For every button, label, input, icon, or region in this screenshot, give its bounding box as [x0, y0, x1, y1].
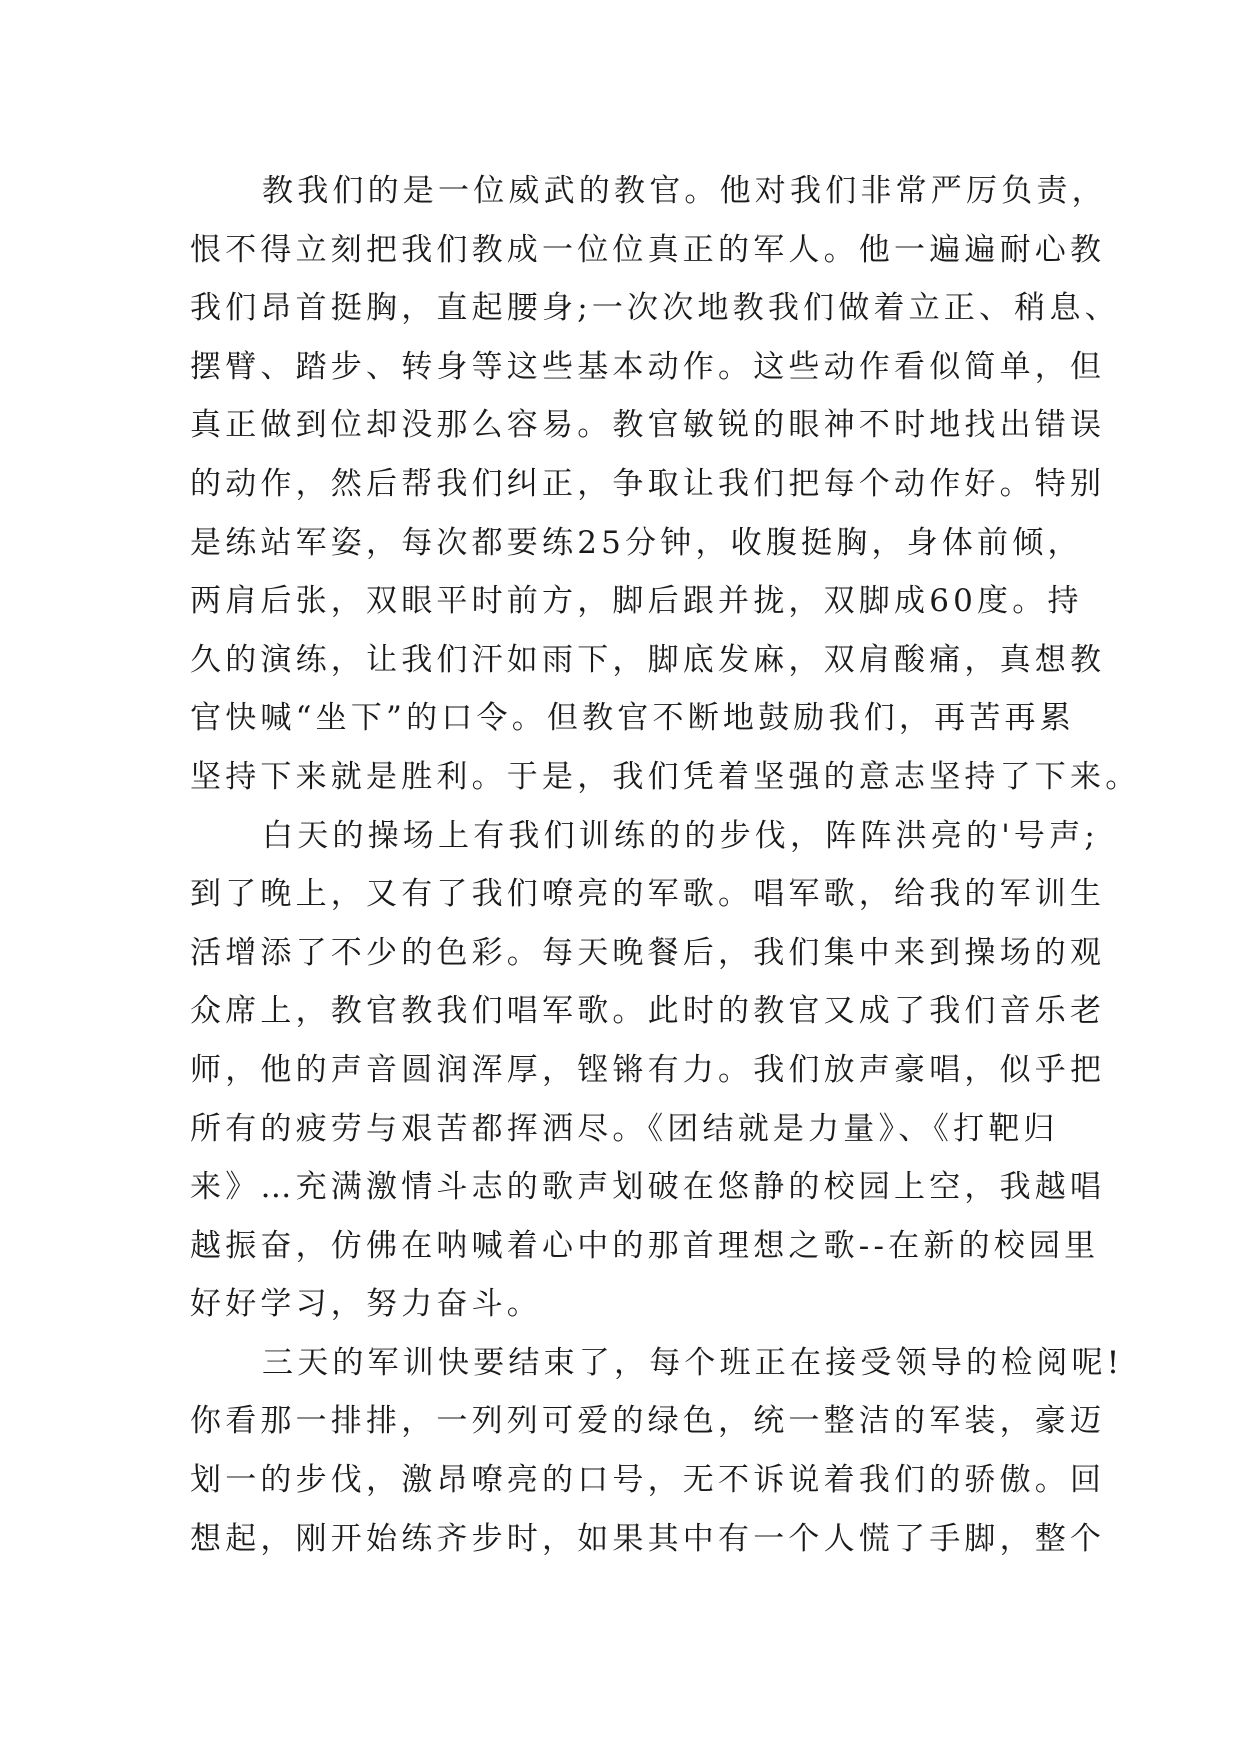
paragraph-2-start: 白天的操场上有我们训练的的步伐，阵阵洪亮的'号声;: [262, 817, 1099, 854]
text-line: 久的演练，让我们汗如雨下，脚底发麻，双肩酸痛，真想教: [190, 641, 1106, 678]
text-line: 来》…充满激情斗志的歌声划破在悠静的校园上空，我越唱: [190, 1169, 1106, 1206]
text-line: 官快喊“坐下”的口令。但教官不断地鼓励我们，再苦再累: [190, 700, 1075, 737]
text-line: 坚持下来就是胜利。于是，我们凭着坚强的意志坚持了下来。: [190, 758, 1141, 795]
text-line: 划一的步伐，激昂嘹亮的口号，无不诉说着我们的骄傲。回: [190, 1462, 1106, 1499]
text-line: 恨不得立刻把我们教成一位位真正的军人。他一遍遍耐心教: [190, 231, 1106, 268]
text-line: 想起，刚开始练齐步时，如果其中有一个人慌了手脚，整个: [190, 1520, 1106, 1557]
text-line: 你看那一排排，一列列可爱的绿色，统一整洁的军装，豪迈: [190, 1403, 1106, 1440]
text-line: 两肩后张，双眼平时前方，脚后跟并拢，双脚成60度。持: [190, 583, 1083, 620]
text-line: 所有的疲劳与艰苦都挥洒尽。《团结就是力量》、《打靶归: [190, 1110, 1059, 1147]
text-line: 到了晚上，又有了我们嘹亮的军歌。唱军歌，给我的军训生: [190, 876, 1106, 913]
paragraph-3-start: 三天的军训快要结束了，每个班正在接受领导的检阅呢!: [262, 1344, 1124, 1381]
text-line: 越振奋，仿佛在呐喊着心中的那首理想之歌--在新的校园里: [190, 1227, 1100, 1264]
text-line: 摆臂、踏步、转身等这些基本动作。这些动作看似简单，但: [190, 348, 1106, 385]
text-line: 师，他的声音圆润浑厚，铿锵有力。我们放声豪唱，似乎把: [190, 1051, 1106, 1088]
body-text: [190, 162, 1141, 1568]
text-line: 是练站军姿，每次都要练25分钟，收腹挺胸，身体前倾，: [190, 524, 1083, 561]
text-line: 好好学习，努力奋斗。: [190, 1286, 542, 1323]
text-line: 真正做到位却没那么容易。教官敏锐的眼神不时地找出错误: [190, 407, 1106, 444]
text-line: 我们昂首挺胸，直起腰身;一次次地教我们做着立正、稍息、: [190, 290, 1120, 327]
text-line: 的动作，然后帮我们纠正，争取让我们把每个动作好。特别: [190, 465, 1106, 502]
paragraph-1-start: 教我们的是一位威武的教官。他对我们非常严厉负责，: [262, 173, 1107, 209]
text-line: 众席上，教官教我们唱军歌。此时的教官又成了我们音乐老: [190, 993, 1106, 1030]
text-line: 活增添了不少的色彩。每天晚餐后，我们集中来到操场的观: [190, 934, 1106, 971]
